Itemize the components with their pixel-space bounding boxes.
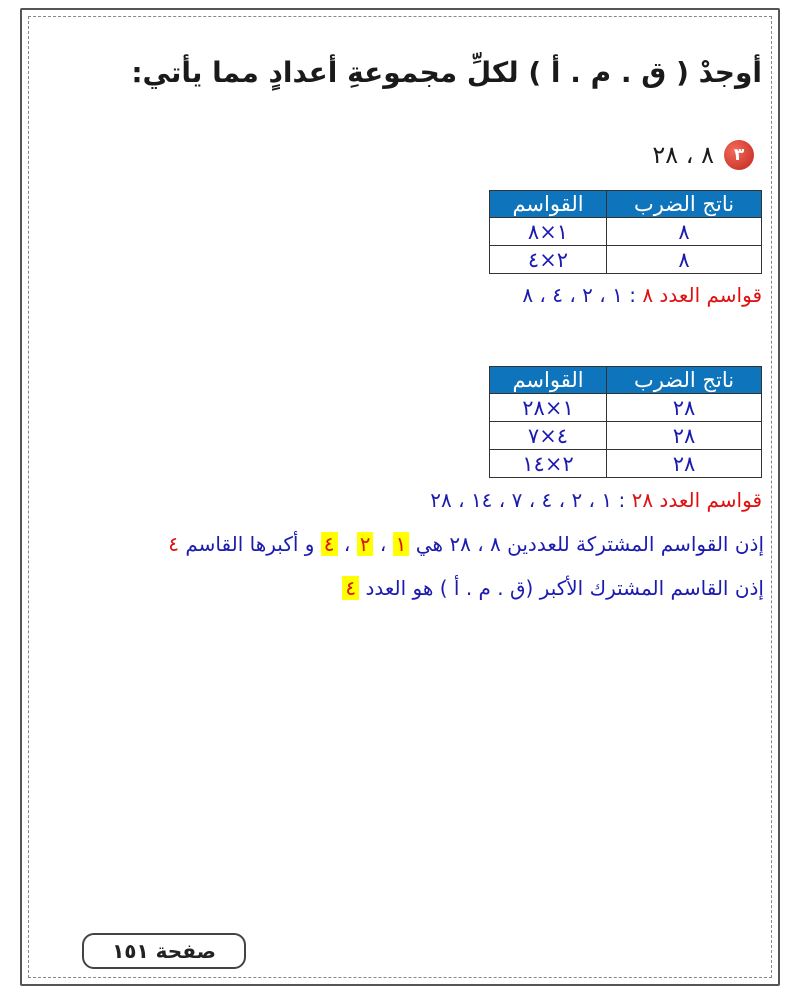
divisors-values: : ١ ، ٢ ، ٤ ، ٧ ، ١٤ ، ٢٨ [430, 488, 626, 512]
factors-table-8 [489, 190, 762, 274]
factors-cell: ١×٢٨ [490, 394, 607, 422]
largest-divisor: ٤ [168, 532, 179, 556]
highlight-value-1: ١ [393, 532, 410, 556]
header-factors: القواسم [490, 191, 607, 218]
divisors-of-28 [430, 488, 762, 512]
product-cell: ٢٨ [607, 394, 762, 422]
divisors-label: قواسم العدد ٨ [642, 283, 762, 307]
question-header [652, 140, 754, 170]
product-cell: ٢٨ [607, 422, 762, 450]
page-number-badge: صفحة ١٥١ [82, 933, 246, 969]
common-suffix: و أكبرها القاسم [185, 532, 315, 556]
separator: ، [379, 532, 387, 556]
factors-cell: ٢×١٤ [490, 450, 607, 478]
divisors-of-8 [522, 283, 762, 307]
question-number-badge: ٣ [724, 140, 754, 170]
highlight-value-3: ٤ [321, 532, 338, 556]
factors-cell: ٤×٧ [490, 422, 607, 450]
exercise-title: أوجدْ ( ق . م . أ ) لكلِّ مجموعةِ أعدادٍ مما يأتي: [131, 56, 762, 89]
header-product: ناتج الضرب [607, 191, 762, 218]
gcd-prefix: إذن القاسم المشترك الأكبر (ق . م . أ ) هو العدد [365, 576, 764, 600]
common-prefix: إذن القواسم المشتركة للعددين ٨ ، ٢٨ هي [415, 532, 764, 556]
header-factors: القواسم [490, 367, 607, 394]
factors-cell: ١×٨ [490, 218, 607, 246]
table-header-row [490, 367, 762, 394]
table-header-row [490, 191, 762, 218]
table-row [490, 246, 762, 274]
table-row [490, 394, 762, 422]
header-product: ناتج الضرب [607, 367, 762, 394]
gcd-line [342, 576, 764, 600]
table-row [490, 422, 762, 450]
separator: ، [343, 532, 351, 556]
table-row [490, 218, 762, 246]
highlight-value-2: ٢ [357, 532, 374, 556]
product-cell: ٢٨ [607, 450, 762, 478]
gcd-value: ٤ [342, 576, 359, 600]
divisors-values: : ١ ، ٢ ، ٤ ، ٨ [522, 283, 636, 307]
table-row [490, 450, 762, 478]
divisors-label: قواسم العدد ٢٨ [631, 488, 762, 512]
common-divisors-line [168, 532, 764, 556]
factors-table-28 [489, 366, 762, 478]
product-cell: ٨ [607, 218, 762, 246]
question-numbers: ٨ ، ٢٨ [652, 141, 714, 169]
factors-cell: ٢×٤ [490, 246, 607, 274]
product-cell: ٨ [607, 246, 762, 274]
